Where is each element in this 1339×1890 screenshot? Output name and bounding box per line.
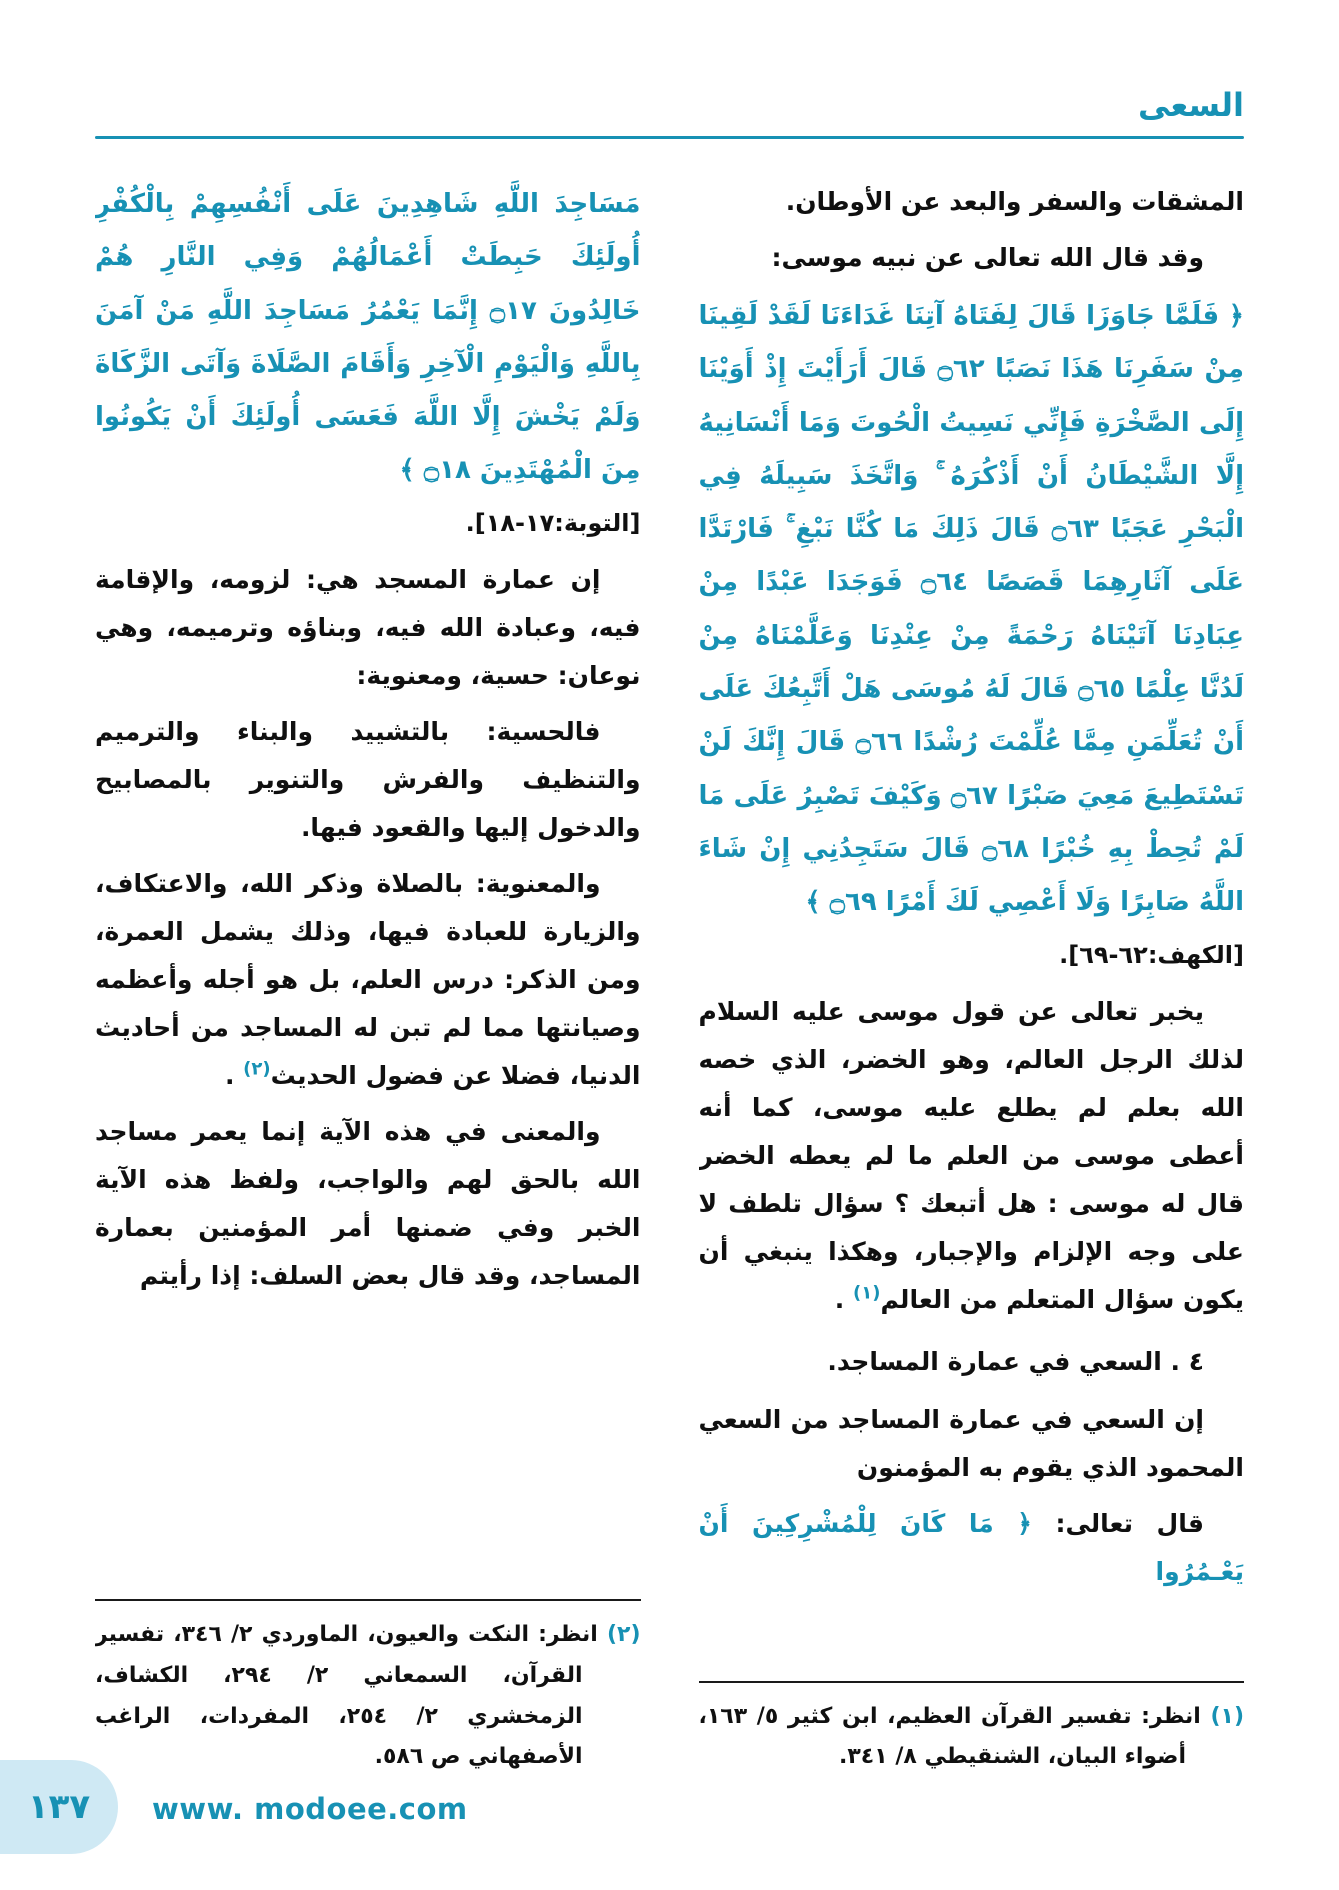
footnote-block-1 xyxy=(699,1681,1245,1778)
footnote-1-text: انظر: تفسير القرآن العظيم، ابن كثير ٥/ ١٦٣، أضواء البيان، الشنقيطي ٨/ ٣٤١. xyxy=(698,1703,1211,1770)
footnote-block-2 xyxy=(95,1599,641,1778)
page-header xyxy=(95,86,1244,139)
paragraph-hardships: المشقات والسفر والبعد عن الأوطان. xyxy=(785,187,1244,216)
section-heading-4: ٤ . السعي في عمارة المساجد. xyxy=(827,1346,1204,1376)
footnote-1 xyxy=(699,1697,1245,1778)
paragraph-commentary xyxy=(699,988,1245,1324)
right-column xyxy=(699,178,1245,1778)
footnote-1-marker: (١) xyxy=(1210,1703,1244,1729)
paragraph-imarah-definition: إن عمارة المسجد هي: لزومه، والإقامة فيه، وعبادة الله فيه، وبناؤه وترميمه، وهي نوعان: حسية، ومعنوية: xyxy=(95,565,641,691)
commentary-text: يخبر تعالى عن قول موسى عليه السلام لذلك الرجل العالم، وهو الخضر، الذي خصه الله بعلم لم يطلع عليه موسى، كما أنه أعطى موسى من العلم ما لم يعطه الخضر قال له موسى : هل أتبعك ؟ سؤال تلطف لا على وجه الإلزام والإجبار، وهكذا ينبغي أن يكون سؤال المتعلم من العالم xyxy=(698,996,1244,1314)
quran-verses-attawbah: مَسَاجِدَ اللَّهِ شَاهِدِينَ عَلَى أَنْفُسِهِمْ بِالْكُفْرِ أُولَئِكَ حَبِطَتْ أَعْمَالُهُمْ وَفِي النَّارِ هُمْ خَالِدُونَ ۝١٧ إِنَّمَا يَعْمُرُ مَسَاجِدَ اللَّهِ مَنْ آمَنَ بِاللَّهِ وَالْيَوْمِ الْآخِرِ وَأَقَامَ الصَّلَاةَ وَآتَى الزَّكَاةَ وَلَمْ يَخْشَ إِلَّا اللَّهَ فَعَسَى أُولَئِكَ أَنْ يَكُونُوا مِنَ الْمُهْتَدِينَ ۝١٨ ﴾ xyxy=(95,189,641,486)
page-number: ١٣٧ xyxy=(27,1787,91,1827)
page-number-badge xyxy=(0,1760,118,1854)
commentary-period: . xyxy=(834,1284,853,1314)
page-content xyxy=(95,178,1244,1778)
paragraph-manawiyah xyxy=(95,860,641,1100)
manawiyah-text: والمعنوية: بالصلاة وذكر الله، والاعتكاف، والزيارة للعبادة فيها، وذلك يشمل العمرة، ومن الذكر: درس العلم، بل هو أجله وأعظمه وصيانتها مما لم تبن له المساجد من أحاديث الدنيا، فضلا عن فضول الحديث xyxy=(95,869,641,1091)
footnote-2-marker: (٢) xyxy=(606,1622,641,1648)
footnote-2-text: انظر: النكت والعيون، الماوردي ٢/ ٣٤٦، تفسير القرآن، السمعاني ٢/ ٢٩٤، الكشاف، الزمخشري ٢/ ٢٥٤، المفردات، الراغب الأصفهاني ص ٥٨٦. xyxy=(95,1622,607,1770)
paragraph-saai-masajid: إن السعي في عمارة المساجد من السعي المحمود الذي يقوم به المؤمنون xyxy=(698,1404,1244,1482)
left-column xyxy=(95,178,641,1778)
paragraph-qala-taala xyxy=(699,1500,1245,1596)
page-header-title: السعى xyxy=(1138,86,1244,124)
paragraph-ayah-meaning: والمعنى في هذه الآية إنما يعمر مساجد الله بالحق لهم والواجب، ولفظ هذه الآية الخبر وفي ضمنها أمر المؤمنين بعمارة المساجد، وقد قال بعض السلف: إذا رأيتم xyxy=(95,1117,641,1291)
manawiyah-period: . xyxy=(224,1061,244,1091)
footnote-ref-2-marker[interactable]: (٢) xyxy=(243,1058,271,1080)
verse-reference-alkahf: [الكهف:٦٢-٦٩]. xyxy=(1059,940,1244,969)
website-link[interactable]: www. modoee.com xyxy=(152,1792,468,1826)
paragraph-hissiyah: فالحسية: بالتشييد والبناء والترميم والتنظيف والفرش والتنوير بالمصابيح والدخول إليها والقعود فيها. xyxy=(95,717,641,843)
footnote-2 xyxy=(95,1615,641,1778)
qala-taala-label: قال تعالى: xyxy=(1031,1508,1205,1538)
quran-verses-alkahf: ﴿ فَلَمَّا جَاوَزَا قَالَ لِفَتَاهُ آتِنَا غَدَاءَنَا لَقَدْ لَقِينَا مِنْ سَفَرِنَا هَذَا نَصَبًا ۝٦٢ قَالَ أَرَأَيْتَ إِذْ أَوَيْنَا إِلَى الصَّخْرَةِ فَإِنِّي نَسِيتُ الْحُوتَ وَمَا أَنْسَانِيهُ إِلَّا الشَّيْطَانُ أَنْ أَذْكُرَهُ ۚ وَاتَّخَذَ سَبِيلَهُ فِي الْبَحْرِ عَجَبًا ۝٦٣ قَالَ ذَلِكَ مَا كُنَّا نَبْغِ ۚ فَارْتَدَّا عَلَى آثَارِهِمَا قَصَصًا ۝٦٤ فَوَجَدَا عَبْدًا مِنْ عِبَادِنَا آتَيْنَاهُ رَحْمَةً مِنْ عِنْدِنَا وَعَلَّمْنَاهُ مِنْ لَدُنَّا عِلْمًا ۝٦٥ قَالَ لَهُ مُوسَى هَلْ أَتَّبِعُكَ عَلَى أَنْ تُعَلِّمَنِ مِمَّا عُلِّمْتَ رُشْدًا ۝٦٦ قَالَ إِنَّكَ لَنْ تَسْتَطِيعَ مَعِيَ صَبْرًا ۝٦٧ وَكَيْفَ تَصْبِرُ عَلَى مَا لَمْ تُحِطْ بِهِ خُبْرًا ۝٦٨ قَالَ سَتَجِدُنِي إِنْ شَاءَ اللَّهُ صَابِرًا وَلَا أَعْصِي لَكَ أَمْرًا ۝٦٩ ﴾ xyxy=(698,301,1244,918)
header-rule xyxy=(95,136,1244,139)
paragraph-intro-musa: وقد قال الله تعالى عن نبيه موسى: xyxy=(771,243,1204,272)
verse-reference-attawbah: [التوبة:١٧-١٨]. xyxy=(465,508,641,537)
quran-tawbah-opening: ﴿ مَا كَانَ لِلْمُشْرِكِينَ أَنْ يَعْـمُرُوا xyxy=(698,1508,1244,1586)
footnote-ref-1-marker[interactable]: (١) xyxy=(852,1282,881,1304)
